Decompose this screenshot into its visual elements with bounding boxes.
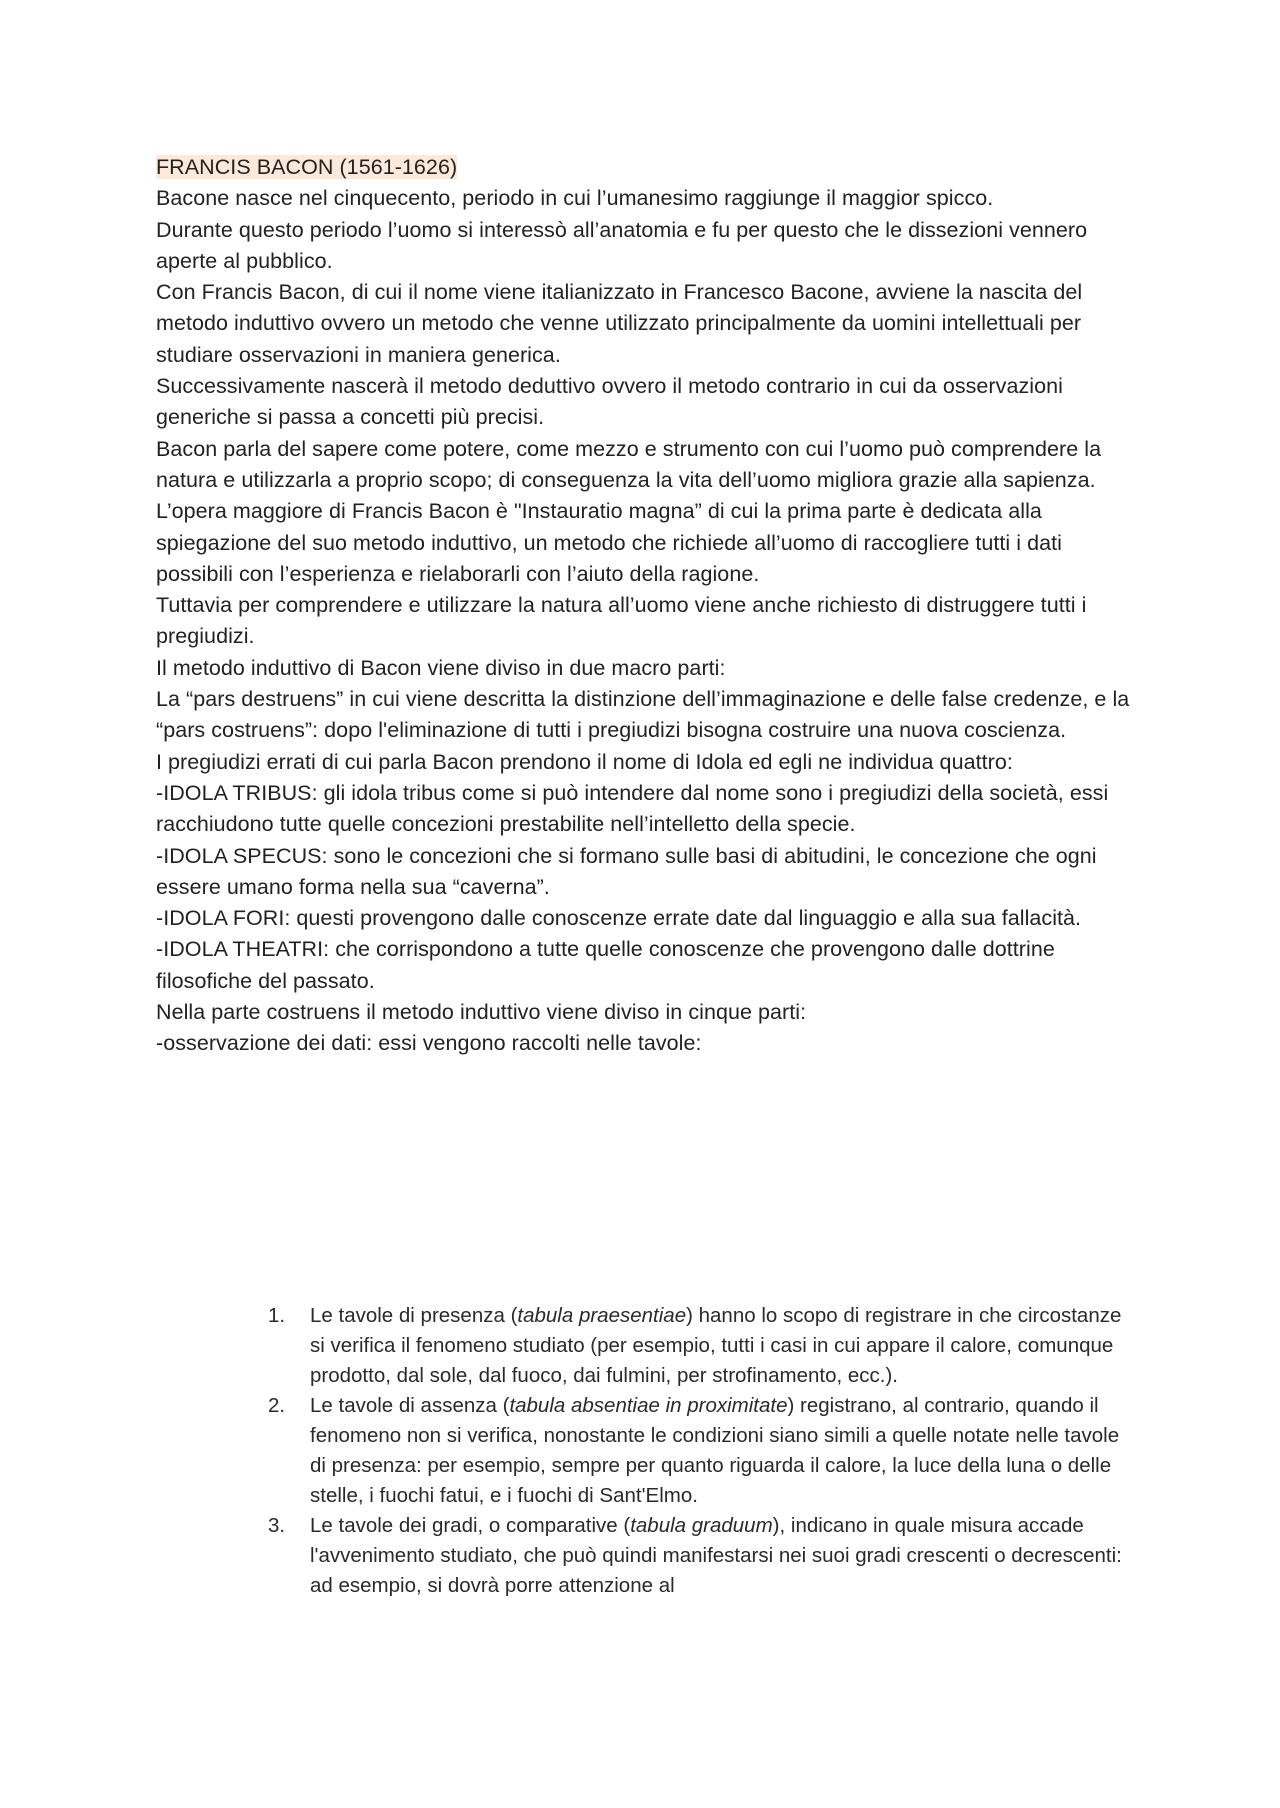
list-item xyxy=(268,1511,1138,1601)
latin-term: tabula graduum xyxy=(630,1514,773,1537)
list-text-after: ), indicano in quale misura accade l'avvenimento studiato, che può quindi manifestarsi nei suoi gradi crescenti o decrescenti: ad esempio, si dovrà porre attenzione al xyxy=(310,1514,1122,1597)
list-text-before: Le tavole di presenza ( xyxy=(310,1304,518,1327)
tables-list xyxy=(268,1301,1138,1601)
idola-description: : questi provengono dalle conoscenze errate date dal linguaggio e alla sua fallacità. xyxy=(284,906,1082,931)
idola-description: : gli idola tribus come si può intendere dal nome sono i pregiudizi della società, essi racchiudono tutte quelle concezioni prestabilite nell’intelletto della specie. xyxy=(156,780,1109,837)
paragraph: Durante questo periodo l’uomo si interessò all’anatomia e fu per questo che le dissezioni vennero aperte al pubblico. xyxy=(156,217,1088,273)
idola-term: -IDOLA FORI xyxy=(156,906,285,931)
paragraph: Bacon parla del sapere come potere, come mezzo e strumento con cui l’uomo può comprendere la natura e utilizzarla a proprio scopo; di conseguenza la vita dell’uomo migliora grazie alla sapienza. xyxy=(156,436,1102,492)
document-title-line xyxy=(156,152,1141,183)
paragraph: La “pars destruens” in cui viene descritta la distinzione dell’immaginazione e delle false credenze, e la “pars costruens”: dopo l'eliminazione di tutti i pregiudizi bisogna costruire una nuova coscienza. xyxy=(156,687,1130,743)
idola-term: -IDOLA THEATRI xyxy=(156,937,324,962)
idola-item xyxy=(156,903,1141,934)
paragraph: L’opera maggiore di Francis Bacon è "Instauratio magna” di cui la prima parte è dedicata alla spiegazione del suo metodo induttivo, un metodo che richiede all’uomo di raccogliere tutti i dati possibili con l’esperienza e rielaborarli con l’aiuto della ragione. xyxy=(156,499,1062,586)
idola-item xyxy=(156,934,1141,997)
list-text-before: Le tavole dei gradi, o comparative ( xyxy=(310,1514,631,1537)
idola-description: : sono le concezioni che si formano sulle basi di abitudini, le concezione che ogni essere umano forma nella sua “caverna”. xyxy=(156,843,1097,899)
document-title: FRANCIS BACON (1561-1626) xyxy=(156,155,458,179)
paragraph: Successivamente nascerà il metodo deduttivo ovvero il metodo contrario in cui da osservazioni generiche si passa a concetti più precisi. xyxy=(156,374,1063,430)
idola-item xyxy=(156,778,1141,841)
list-number: 2. xyxy=(268,1394,286,1417)
paragraph: Il metodo induttivo di Bacon viene diviso in due macro parti: xyxy=(156,655,726,680)
list-number: 3. xyxy=(268,1514,286,1537)
paragraph: Con Francis Bacon, di cui il nome viene italianizzato in Francesco Bacone, avviene la nascita del metodo induttivo ovvero un metodo che venne utilizzato principalmente da uomini intellettuali per studiare osservazioni in maniera generica. xyxy=(156,280,1083,367)
paragraph: Bacone nasce nel cinquecento, periodo in cui l’umanesimo raggiunge il maggior spicco. xyxy=(156,186,994,211)
idola-item xyxy=(156,841,1141,904)
list-item xyxy=(268,1301,1138,1391)
idola-term: -IDOLA TRIBUS xyxy=(156,780,312,805)
list-item xyxy=(268,1391,1138,1511)
latin-term: tabula absentiae in proximitate xyxy=(509,1394,788,1417)
list-text-after: ) registrano, al contrario, quando il fenomeno non si verifica, nonostante le condizioni siano simili a quelle notate nelle tavole di presenza: per esempio, sempre per quanto riguarda il calore, la luce della luna o delle stelle, i fuochi fatui, e i fuochi di Sant'Elmo. xyxy=(310,1394,1120,1507)
paragraph: Tuttavia per comprendere e utilizzare la natura all’uomo viene anche richiesto di distruggere tutti i pregiudizi. xyxy=(156,593,1087,649)
paragraph: I pregiudizi errati di cui parla Bacon prendono il nome di Idola ed egli ne individua quattro: xyxy=(156,749,1013,774)
list-text-after: ) hanno lo scopo di registrare in che circostanze si verifica il fenomeno studiato (per esempio, tutti i casi in cui appare il calore, comunque prodotto, dal sole, dal fuoco, dai fulmini, per strofinamento, ecc.). xyxy=(310,1304,1122,1387)
list-text-before: Le tavole di assenza ( xyxy=(310,1394,510,1417)
document-body xyxy=(156,152,1141,1060)
list-number: 1. xyxy=(268,1304,286,1327)
paragraph: -osservazione dei dati: essi vengono raccolti nelle tavole: xyxy=(156,1031,702,1056)
idola-description: : che corrispondono a tutte quelle conoscenze che provengono dalle dottrine filosofiche del passato. xyxy=(156,937,1055,993)
idola-term: -IDOLA SPECUS xyxy=(156,843,322,868)
paragraph: Nella parte costruens il metodo induttivo viene diviso in cinque parti: xyxy=(156,1000,807,1025)
latin-term: tabula praesentiae xyxy=(517,1304,687,1327)
